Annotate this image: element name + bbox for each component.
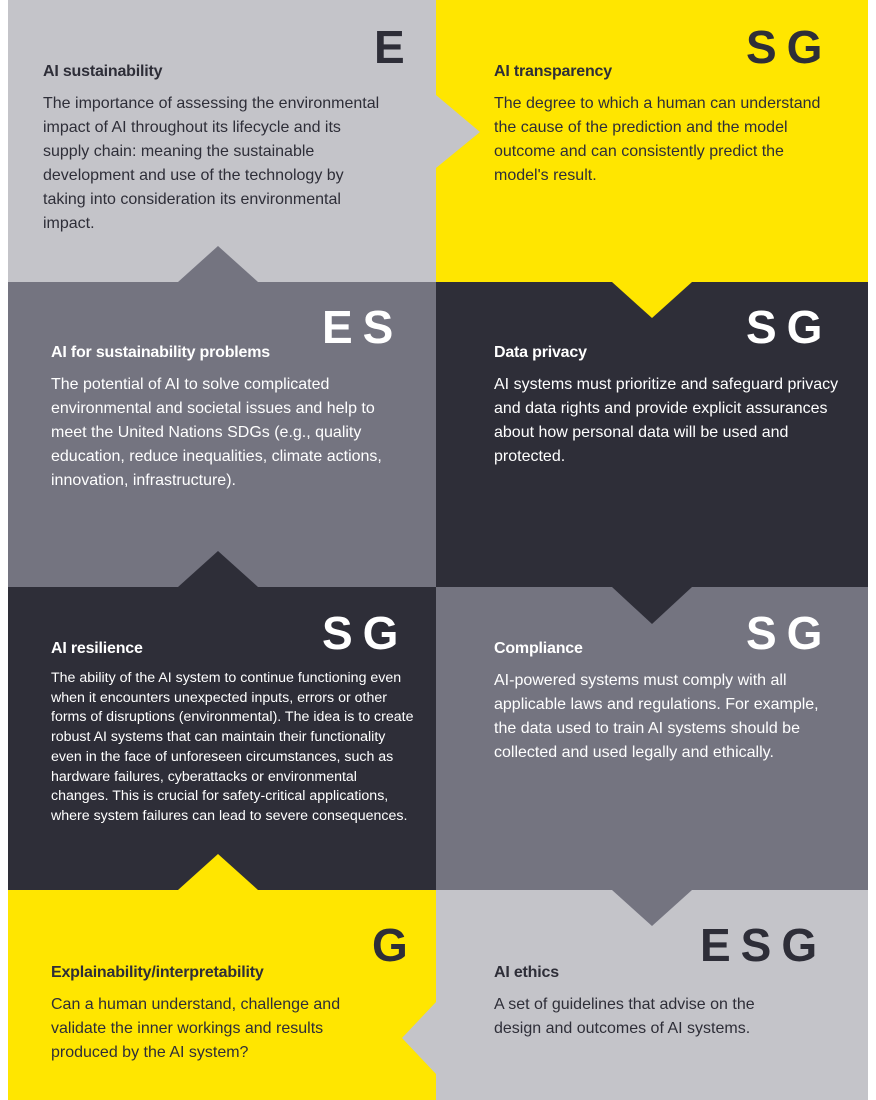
cell-title: Compliance — [494, 640, 583, 657]
cell-title: AI ethics — [494, 964, 559, 981]
esg-letters: ES — [322, 301, 404, 353]
esg-letters: E — [374, 21, 415, 73]
cell-description: The ability of the AI system to continue functioning even when it encounters unexpected inputs, errors or other forms of disruptions (environmental). The idea is to create robust AI systems that can maintain their functionality even in the face of unforeseen circumstances, such as hardware failures, cyberattacks or environmental changes. This is crucial for safety-critical applications, where system failures can lead to severe consequences. — [51, 670, 414, 824]
cell-description: Can a human understand, challenge and validate the inner workings and results produced by the AI system? — [51, 996, 341, 1061]
esg-letters: SG — [746, 21, 833, 73]
cell-description: A set of guidelines that advise on the design and outcomes of AI systems. — [494, 996, 755, 1037]
cell-description: The potential of AI to solve complicated environmental and societal issues and help to meet the United Nations SDGs (e.g., quality education, reduce inequalities, climate actions, innovation, infrastructure). — [51, 376, 382, 489]
cell-title: Explainability/interpretability — [51, 964, 264, 981]
cell-description: AI systems must prioritize and safeguard privacy and data rights and provide explicit assurances about how personal data will be used and protected. — [494, 376, 839, 465]
esg-letters: SG — [322, 607, 409, 659]
cell-title: AI resilience — [51, 640, 143, 657]
cell-title: AI transparency — [494, 63, 612, 80]
cell-description: The importance of assessing the environmental impact of AI throughout its lifecycle and its supply chain: meaning the sustainable development and use of the technology by taking into consideration its environmental impact. — [43, 95, 380, 232]
cell-description: AI-powered systems must comply with all applicable laws and regulations. For example, the data used to train AI systems should be collected and used legally and ethically. — [494, 672, 819, 761]
cell-title: AI sustainability — [43, 63, 163, 80]
cell-title: AI for sustainability problems — [51, 344, 270, 361]
esg-letters: SG — [746, 607, 833, 659]
cell-title: Data privacy — [494, 344, 587, 361]
esg-letters: ESG — [700, 919, 828, 971]
esg-letters: SG — [746, 301, 833, 353]
esg-letters: G — [372, 919, 418, 971]
cell-description: The degree to which a human can understand the cause of the prediction and the model outcome and can consistently predict the model's result. — [494, 95, 821, 184]
